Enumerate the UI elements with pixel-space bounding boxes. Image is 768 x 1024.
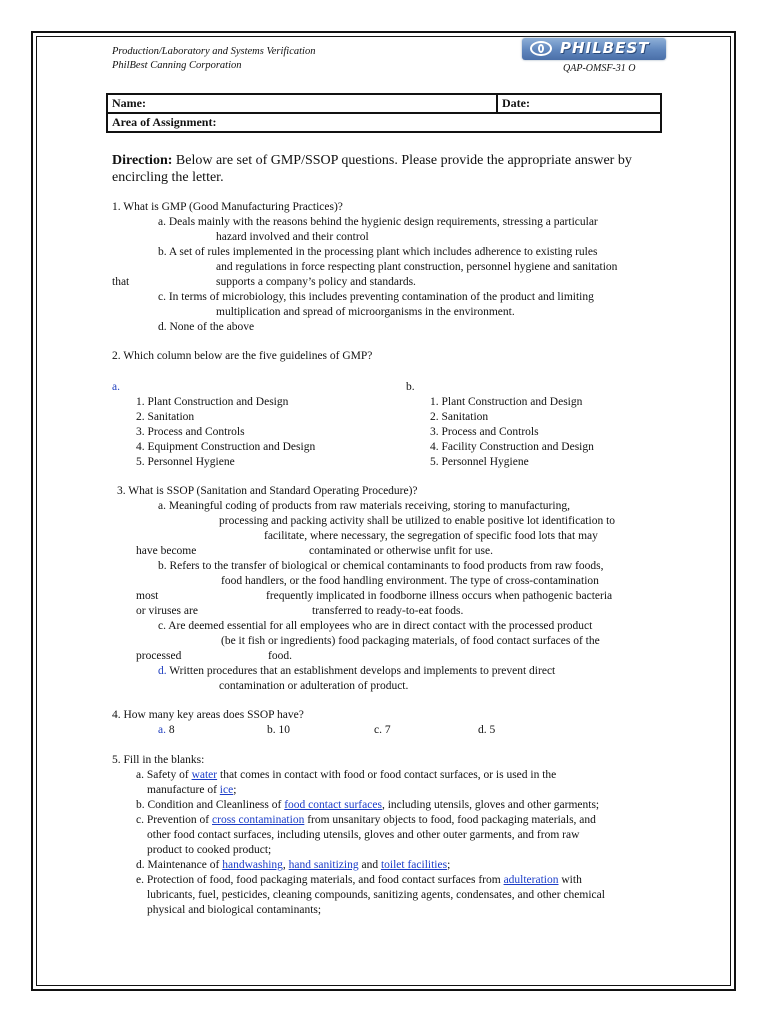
q1-question: 1. What is GMP (Good Manufacturing Practices)?: [112, 201, 343, 213]
q1-option-b-line3b: supports a company’s policy and standards.: [216, 276, 416, 288]
q3-option-a-line4b: contaminated or otherwise unfit for use.: [309, 545, 493, 557]
q3-option-b-line3a: most: [136, 590, 159, 602]
direction-line1: [112, 152, 632, 169]
q1-option-a-line2: hazard involved and their control: [216, 231, 369, 243]
direction-label: Direction:: [112, 153, 173, 168]
link-handwashing[interactable]: handwashing: [222, 859, 283, 871]
q3-option-b-line4a: or viruses are: [136, 605, 198, 617]
q4-option-a-value: 8: [165, 724, 175, 736]
q3-option-c-line3a: processed: [136, 650, 182, 662]
q3-option-a-line4a: have become: [136, 545, 197, 557]
link-cross-contamination[interactable]: cross contamination: [212, 814, 305, 826]
area-label: Area of Assignment:: [112, 115, 217, 129]
name-field[interactable]: [107, 94, 497, 113]
q3-option-d-letter: d.: [158, 665, 167, 677]
q5-question: 5. Fill in the blanks:: [112, 754, 205, 766]
q4-option-a-letter: a.: [158, 724, 166, 736]
q5-item-b: [136, 798, 599, 813]
name-date-box: [106, 93, 662, 133]
q5-item-d: [136, 858, 450, 873]
link-ice[interactable]: ice: [219, 784, 234, 796]
direction-text1: Below are set of GMP/SSOP questions. Please provide the appropriate answer by: [172, 153, 632, 168]
q5-item-e-line2: lubricants, fuel, pesticides, cleaning compounds, sanitizing agents, condensates, and other chemical: [147, 889, 605, 901]
q2-col-b-item: 2. Sanitation: [430, 411, 489, 423]
name-label: Name:: [112, 96, 146, 110]
q5-item-e-line1: [136, 873, 582, 888]
q5-b-pre: b. Condition and Cleanliness of: [136, 799, 285, 811]
q1-option-a-line1[interactable]: a. Deals mainly with the reasons behind the hygienic design requirements, stressing a particular: [158, 216, 598, 228]
q2-col-a-label[interactable]: a.: [112, 381, 120, 393]
q2-col-b-item: 4. Facility Construction and Design: [430, 441, 594, 453]
q3-option-c-line1[interactable]: c. Are deemed essential for all employees who are in direct contact with the processed product: [158, 620, 593, 632]
q3-option-d-line1[interactable]: [158, 664, 555, 679]
q2-col-a-item: 2. Sanitation: [136, 411, 195, 423]
q3-option-a-line3: facilitate, where necessary, the segregation of specific food lots that may: [264, 530, 598, 542]
q5-item-c-line2: other food contact surfaces, including utensils, gloves and other outer garments, and from raw: [147, 829, 580, 841]
q1-option-b-line1[interactable]: b. A set of rules implemented in the processing plant which includes adherence to existing rules: [158, 246, 598, 258]
q4-option-b[interactable]: b. 10: [267, 724, 290, 736]
doc-code: QAP-OMSF-31 O: [563, 63, 636, 74]
link-toilet-facilities[interactable]: toilet facilities: [380, 859, 448, 871]
q1-option-b-line3a: that: [112, 276, 130, 288]
logo-emblem-icon: [530, 41, 552, 56]
q3-option-d-line2: contamination or adulteration of product.: [219, 680, 409, 692]
q1-option-d[interactable]: d. None of the above: [158, 321, 255, 333]
link-water[interactable]: water: [191, 769, 218, 781]
q4-question: 4. How many key areas does SSOP have?: [112, 709, 304, 721]
philbest-logo: [522, 38, 666, 60]
q5-item-a-line1: [136, 768, 556, 783]
q2-col-b-label[interactable]: b.: [406, 381, 415, 393]
q5-d-post: ;: [447, 859, 451, 871]
q5-a-pre: a. Safety of: [136, 769, 192, 781]
q5-a2-pre: manufacture of: [147, 784, 220, 796]
logo-text: PHILBEST: [560, 39, 650, 57]
q2-col-a-item: 4. Equipment Construction and Design: [136, 441, 316, 453]
q5-d-mid1: ,: [282, 859, 289, 871]
q1-option-c-line2: multiplication and spread of microorganisms in the environment.: [216, 306, 515, 318]
q2-col-b-item: 5. Personnel Hygiene: [430, 456, 529, 468]
q5-e-pre: e. Protection of food, food packaging materials, and food contact surfaces from: [136, 874, 504, 886]
direction-text2: encircling the letter.: [112, 170, 224, 185]
q5-a2-post: ;: [233, 784, 237, 796]
q5-c-post: from unsanitary objects to food, food packaging materials, and: [304, 814, 596, 826]
q5-item-c-line1: [136, 813, 596, 828]
q3-option-b-line1[interactable]: b. Refers to the transfer of biological or chemical contaminants to food products from raw foods,: [158, 560, 604, 572]
q3-option-c-line2: (be it fish or ingredients) food packaging materials, of food contact surfaces of the: [221, 635, 600, 647]
q2-col-b-item: 1. Plant Construction and Design: [430, 396, 583, 408]
date-field[interactable]: [497, 94, 661, 113]
q3-option-b-line2: food handlers, or the food handling environment. The type of cross-contamination: [221, 575, 599, 587]
header-company: PhilBest Canning Corporation: [112, 60, 242, 71]
q2-question: 2. Which column below are the five guidelines of GMP?: [112, 350, 373, 362]
q4-option-c[interactable]: c. 7: [374, 724, 391, 736]
link-food-contact-surfaces[interactable]: food contact surfaces: [284, 799, 382, 811]
q2-col-a-item: 1. Plant Construction and Design: [136, 396, 289, 408]
q5-c-pre: c. Prevention of: [136, 814, 213, 826]
header-title: Production/Laboratory and Systems Verification: [112, 46, 316, 57]
q3-option-a-line2: processing and packing activity shall be utilized to enable positive lot identification to: [219, 515, 616, 527]
q4-option-d[interactable]: d. 5: [478, 724, 496, 736]
link-adulteration[interactable]: adulteration: [503, 874, 559, 886]
q3-option-d-text: Written procedures that an establishment develops and implements to prevent direct: [166, 665, 556, 677]
area-field[interactable]: [107, 113, 661, 132]
q5-item-a-line2: [147, 783, 236, 798]
q5-item-c-line3: product to cooked product;: [147, 844, 272, 856]
q5-d-mid2: and: [358, 859, 381, 871]
q2-col-a-item: 3. Process and Controls: [136, 426, 245, 438]
q1-option-c-line1[interactable]: c. In terms of microbiology, this includes preventing contamination of the product and limiting: [158, 291, 594, 303]
q5-e-post: with: [558, 874, 582, 886]
q3-option-c-line3b: food.: [268, 650, 292, 662]
q3-question: 3. What is SSOP (Sanitation and Standard Operating Procedure)?: [117, 485, 418, 497]
date-label: Date:: [502, 96, 530, 110]
q5-item-e-line3: physical and biological contaminants;: [147, 904, 322, 916]
q1-option-b-line2: and regulations in force respecting plant construction, personnel hygiene and sanitation: [216, 261, 618, 273]
q3-option-b-line3b: frequently implicated in foodborne illness occurs when pathogenic bacteria: [266, 590, 613, 602]
link-hand-sanitizing[interactable]: hand sanitizing: [288, 859, 359, 871]
q5-b-post: , including utensils, gloves and other garments;: [381, 799, 600, 811]
q2-col-b-item: 3. Process and Controls: [430, 426, 539, 438]
q5-d-pre: d. Maintenance of: [136, 859, 223, 871]
q5-a-post: that comes in contact with food or food contact surfaces, or is used in the: [217, 769, 557, 781]
q4-option-a[interactable]: [158, 723, 175, 738]
q2-col-a-item: 5. Personnel Hygiene: [136, 456, 235, 468]
q3-option-a-line1[interactable]: a. Meaningful coding of products from raw materials receiving, storing to manufacturing,: [158, 500, 570, 512]
q3-option-b-line4b: transferred to ready-to-eat foods.: [312, 605, 464, 617]
